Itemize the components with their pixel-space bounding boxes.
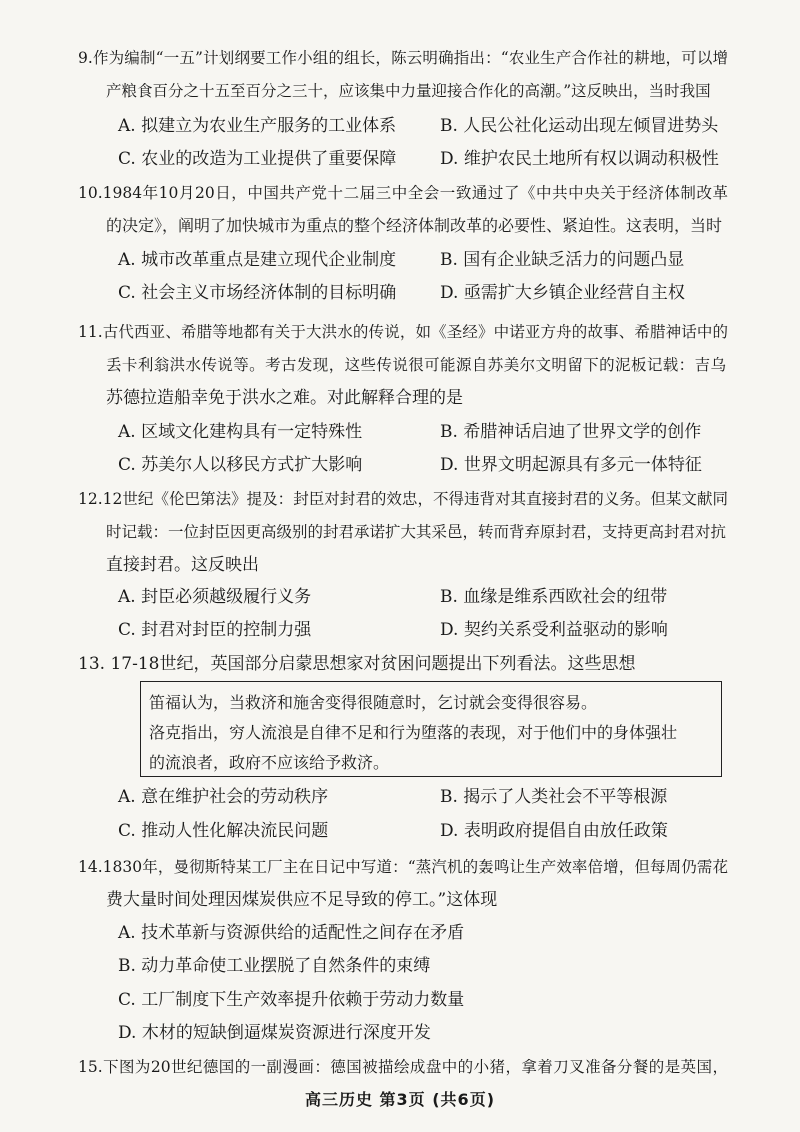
question-14-option-b: B. 动力革命使工业摆脱了自然条件的束缚	[118, 956, 431, 976]
question-9-option-a: A. 拟建立为农业生产服务的工业体系	[118, 116, 397, 136]
page-footer: 高三历史 第3页 (共6页)	[304, 1090, 496, 1109]
question-10-option-d: D. 亟需扩大乡镇企业经营自主权	[440, 283, 685, 303]
question-11-option-b: B. 希腊神话启迪了世界文学的创作	[440, 422, 702, 442]
question-9-stem-line-2: 产粮食百分之十五至百分之三十，应该集中力量迎接合作化的高潮。”这反映出，当时我国	[106, 82, 711, 100]
question-9-option-c: C. 农业的改造为工业提供了重要保障	[118, 149, 397, 169]
question-11-stem-line-1: 11.古代西亚、希腊等地都有关于大洪水的传说，如《圣经》中诺亚方舟的故事、希腊神话中的	[78, 323, 728, 341]
question-12-option-b: B. 血缘是维系西欧社会的纽带	[440, 587, 668, 607]
question-9-option-b: B. 人民公社化运动出现左倾冒进势头	[440, 116, 719, 136]
question-14-option-a: A. 技术革新与资源供给的适配性之间存在矛盾	[118, 923, 465, 943]
question-11-stem-line-2: 丢卡利翁洪水传说等。考古发现，这些传说很可能源自苏美尔文明留下的泥板记载：吉乌	[106, 356, 726, 374]
question-11-option-a: A. 区域文化建构具有一定特殊性	[118, 422, 363, 442]
question-11-stem-line-3: 苏德拉造船幸免于洪水之难。对此解释合理的是	[106, 388, 463, 408]
question-10-option-b: B. 国有企业缺乏活力的问题凸显	[440, 250, 685, 270]
quote-line-2: 洛克指出，穷人流浪是自律不足和行为堕落的表现，对于他们中的身体强壮	[149, 723, 678, 742]
question-11-option-c: C. 苏美尔人以移民方式扩大影响	[118, 455, 363, 475]
question-14-stem-line-2: 费大量时间处理因煤炭供应不足导致的停工。”这体现	[106, 890, 498, 910]
question-12-option-c: C. 封君对封臣的控制力强	[118, 620, 312, 640]
question-12-option-a: A. 封臣必须越级履行义务	[118, 587, 312, 607]
question-10-stem-line-1: 10.1984年10月20日，中国共产党十二届三中全会一致通过了《中共中央关于经济体制改革	[78, 184, 728, 202]
question-10-option-a: A. 城市改革重点是建立现代企业制度	[118, 250, 397, 270]
question-12-option-d: D. 契约关系受利益驱动的影响	[440, 620, 668, 640]
question-13-option-a: A. 意在维护社会的劳动秩序	[118, 787, 329, 807]
question-14-stem-line-1: 14.1830年，曼彻斯特某工厂主在日记中写道：“蒸汽机的轰鸣让生产效率倍增，但每周仍需花	[78, 858, 728, 876]
question-12-stem-line-1: 12.12世纪《伦巴第法》提及：封臣对封君的效忠，不得违背对其直接封君的义务。但某文献同	[78, 490, 728, 508]
quote-line-1: 笛福认为，当救济和施舍变得很随意时，乞讨就会变得很容易。	[149, 693, 598, 712]
question-14-option-c: C. 工厂制度下生产效率提升依赖于劳动力数量	[118, 990, 465, 1010]
question-9-stem-line-1: 9.作为编制“一五”计划纲要工作小组的组长，陈云明确指出：“农业生产合作社的耕地，可以增	[78, 49, 728, 67]
question-13-option-d: D. 表明政府提倡自由放任政策	[440, 821, 668, 841]
question-12-stem-line-2: 时记载：一位封臣因更高级别的封君承诺扩大其采邑，转而背弃原封君，支持更高封君对抗	[106, 523, 727, 541]
question-13-option-b: B. 揭示了人类社会不平等根源	[440, 787, 668, 807]
question-12-stem-line-3: 直接封君。这反映出	[106, 555, 259, 575]
question-15-stem-line-1: 15.下图为20世纪德国的一副漫画：德国被描绘成盘中的小猪，拿着刀叉准备分餐的是英国，	[78, 1058, 728, 1076]
question-11-option-d: D. 世界文明起源具有多元一体特征	[440, 455, 702, 475]
question-13-stem-line-1: 13. 17-18世纪，英国部分启蒙思想家对贫困问题提出下列看法。这些思想	[78, 654, 636, 674]
question-14-option-d: D. 木材的短缺倒逼煤炭资源进行深度开发	[118, 1023, 431, 1043]
question-10-option-c: C. 社会主义市场经济体制的目标明确	[118, 283, 397, 303]
question-10-stem-line-2: 的决定》，阐明了加快城市为重点的整个经济体制改革的必要性、紧迫性。这表明，当时	[106, 216, 723, 235]
question-9-option-d: D. 维护农民土地所有权以调动积极性	[440, 149, 719, 169]
quote-box	[140, 681, 722, 777]
question-13-option-c: C. 推动人性化解决流民问题	[118, 821, 329, 841]
quote-line-3: 的流浪者，政府不应该给予救济。	[149, 753, 390, 772]
